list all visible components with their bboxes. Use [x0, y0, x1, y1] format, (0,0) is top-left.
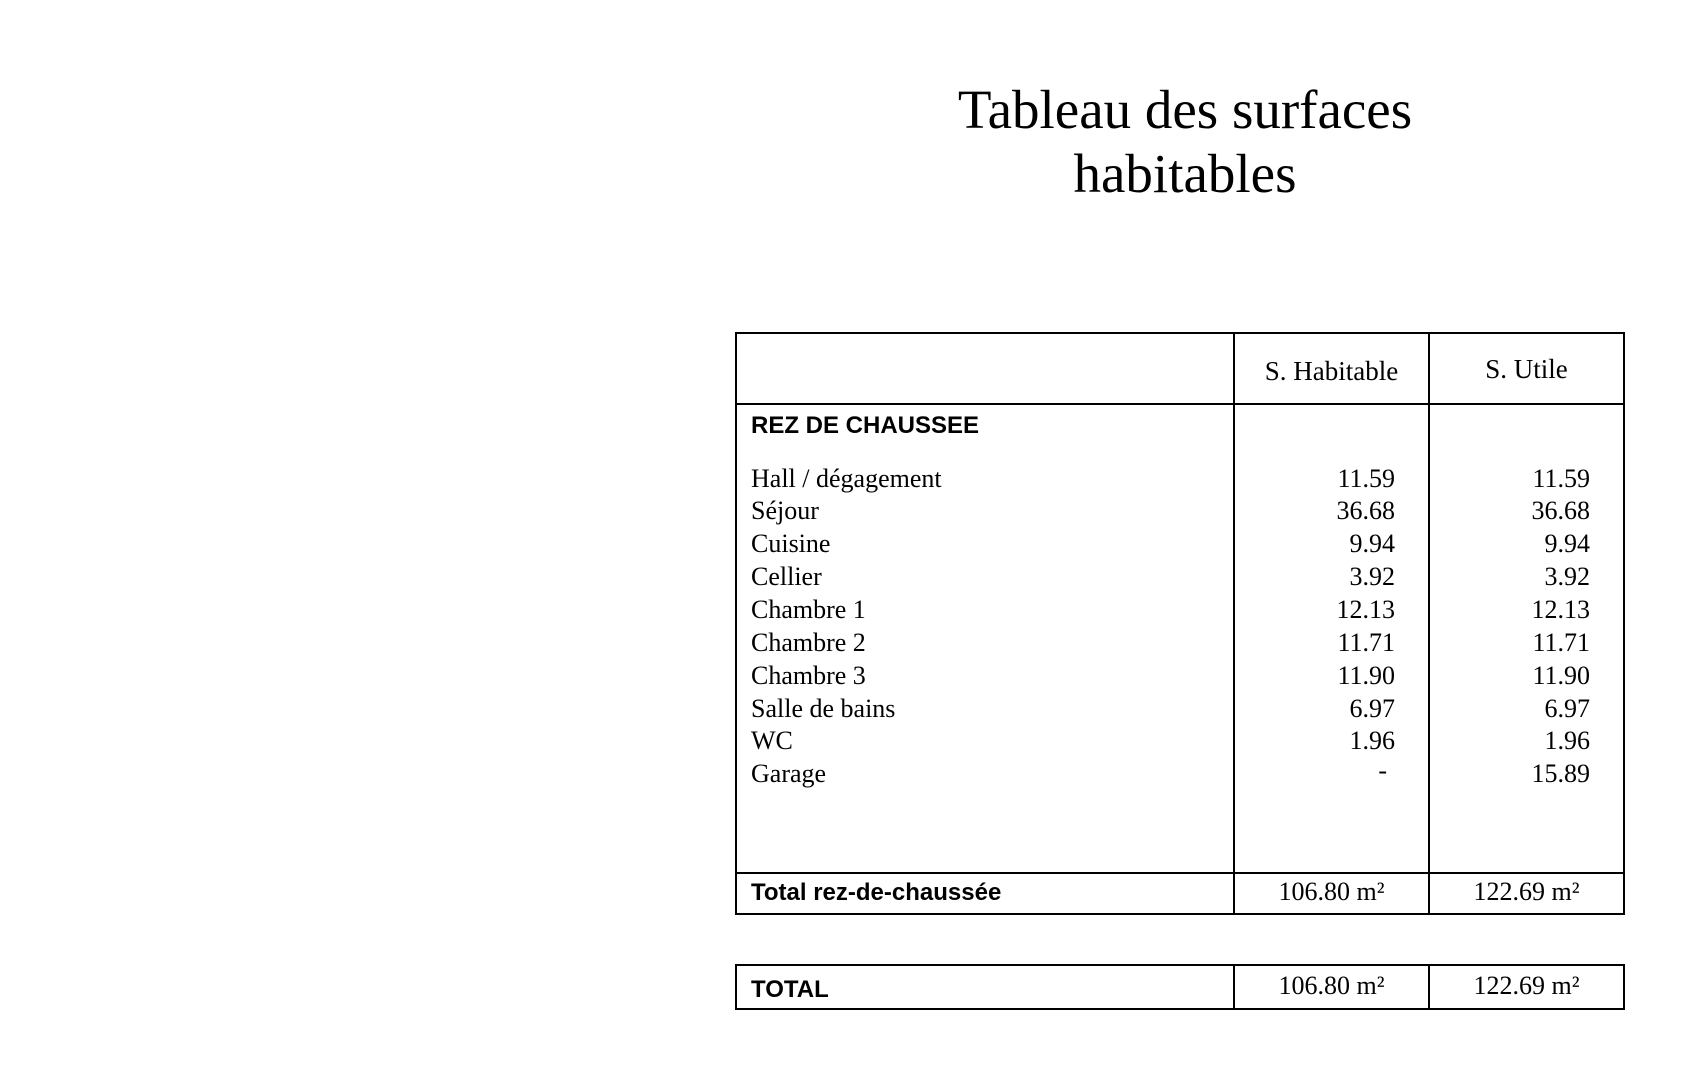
total-habitable: 106.80 m² [1278, 971, 1385, 1000]
subtotal-divider [737, 872, 1623, 874]
habitable-value: - [1378, 756, 1387, 785]
utile-value: 3.92 [1544, 562, 1590, 591]
room-name: Hall / dégagement [751, 464, 942, 493]
room-name: Chambre 1 [751, 595, 866, 624]
section-heading: REZ DE CHAUSSEE [751, 412, 980, 439]
room-name: Chambre 3 [751, 661, 866, 690]
room-name: WC [751, 726, 793, 755]
title-line-2: habitables [1073, 143, 1297, 204]
habitable-value: 11.90 [1337, 661, 1395, 690]
surfaces-table [735, 332, 1625, 915]
utile-value: 6.97 [1544, 694, 1590, 723]
utile-value: 15.89 [1531, 759, 1590, 788]
habitable-value: 6.97 [1349, 694, 1395, 723]
utile-value: 11.90 [1532, 661, 1590, 690]
utile-value: 11.59 [1532, 464, 1590, 493]
subtotal-utile: 122.69 m² [1473, 877, 1580, 906]
utile-value: 36.68 [1531, 496, 1590, 525]
utile-value: 9.94 [1544, 529, 1590, 558]
room-name: Cellier [751, 562, 822, 591]
habitable-value: 3.92 [1349, 562, 1395, 591]
room-name: Salle de bains [751, 694, 896, 723]
column-header-utile: S. Utile [1485, 354, 1568, 384]
habitable-value: 9.94 [1349, 529, 1395, 558]
subtotal-habitable: 106.80 m² [1278, 877, 1385, 906]
room-name: Chambre 2 [751, 628, 866, 657]
page-title [735, 78, 1635, 206]
habitable-value: 11.59 [1337, 464, 1395, 493]
total-table [735, 964, 1625, 1010]
header-divider [737, 403, 1623, 405]
habitable-value: 11.71 [1337, 628, 1395, 657]
title-line-1: Tableau des surfaces [957, 79, 1413, 140]
habitable-value: 12.13 [1336, 595, 1395, 624]
utile-value: 1.96 [1544, 726, 1590, 755]
habitable-value: 36.68 [1336, 496, 1395, 525]
utile-value: 12.13 [1531, 595, 1590, 624]
total-utile: 122.69 m² [1473, 971, 1580, 1000]
subtotal-label: Total rez-de-chaussée [751, 879, 1002, 906]
room-name: Cuisine [751, 529, 831, 558]
habitable-value: 1.96 [1349, 726, 1395, 755]
utile-value: 11.71 [1532, 628, 1590, 657]
column-header-habitable: S. Habitable [1264, 356, 1399, 386]
room-name: Garage [751, 759, 827, 788]
room-name: Séjour [751, 496, 819, 525]
total-label: TOTAL [751, 976, 829, 1003]
